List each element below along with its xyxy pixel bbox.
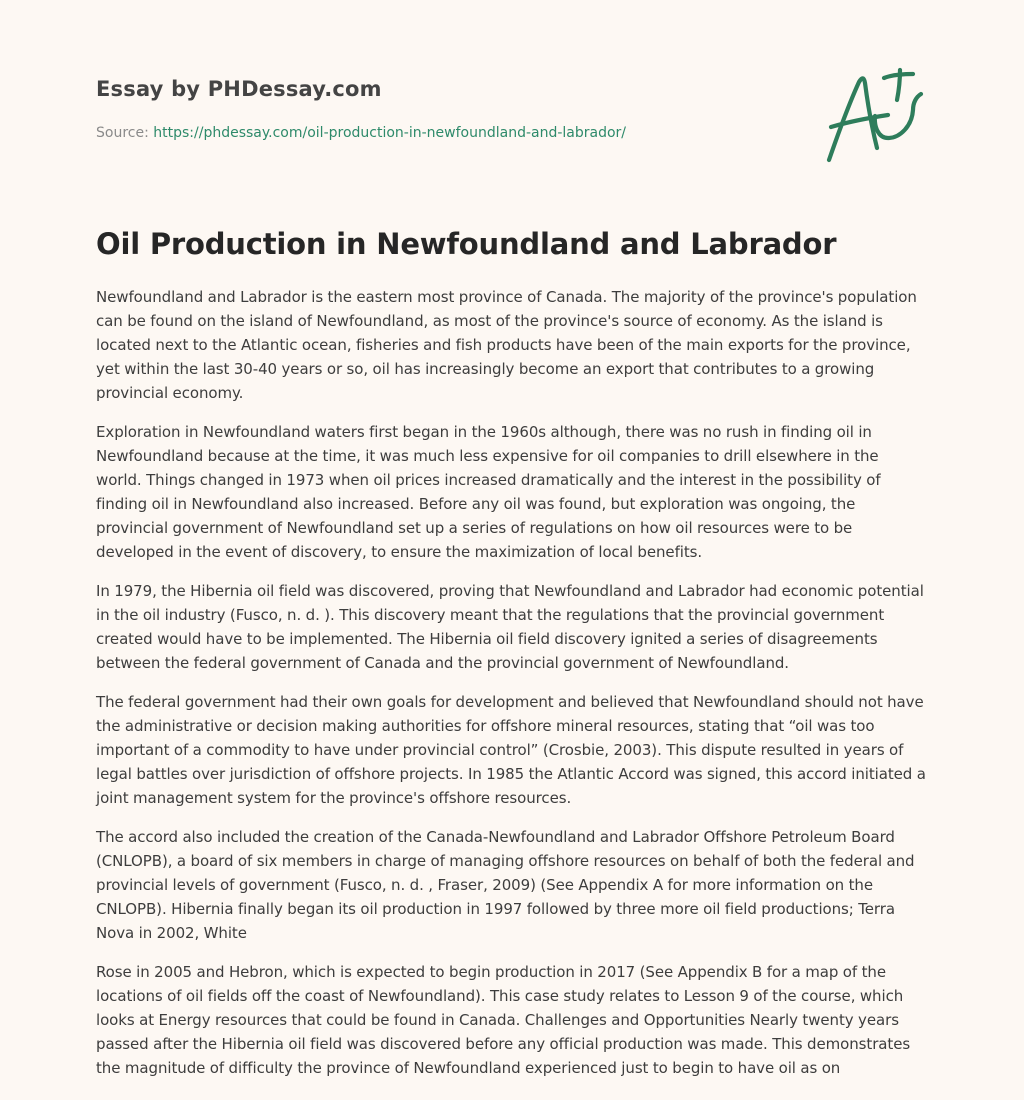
- essay-title: Oil Production in Newfoundland and Labrador: [96, 227, 837, 261]
- page-header: [96, 74, 796, 143]
- paragraph: The accord also included the creation of the Canada-Newfoundland and Labrador Offshore Petroleum Board (CNLOPB), a board of six members in charge of managing offshore resources on behalf of both the federal and provincial levels of government (Fusco, n. d. , Fraser, 2009) (See Appendix A for more information on the CNLOPB). Hibernia finally began its oil production in 1997 followed by three more oil field productions; Terra Nova in 2002, White: [96, 828, 915, 942]
- paragraph: In 1979, the Hibernia oil field was discovered, proving that Newfoundland and Labrador had economic potential in the oil industry (Fusco, n. d. ). This discovery meant that the regulations that the provincial government created would have to be implemented. The Hibernia oil field discovery ignited a series of disagreements between the federal government of Canada and the provincial government of Newfoundland.: [96, 582, 924, 672]
- paragraph: Rose in 2005 and Hebron, which is expected to begin production in 2017 (See Appendix B for a map of the locations of oil fields off the coast of Newfoundland). This case study relates to Lesson 9 of the course, which looks at Energy resources that could be found in Canada. Challenges and Opportunities Nearly twenty years passed after the Hibernia oil field was discovered before any official production was made. This demonstrates the magnitude of difficulty the province of Newfoundland experienced just to begin to have oil as on: [96, 963, 911, 1077]
- paragraph: Exploration in Newfoundland waters first began in the 1960s although, there was no rush in finding oil in Newfoundland because at the time, it was much less expensive for oil companies to drill elsewhere in the world. Things changed in 1973 when oil prices increased dramatically and the interest in the possibility of finding oil in Newfoundland also increased. Before any oil was found, but exploration was ongoing, the provincial government of Newfoundland set up a series of regulations on how oil resources were to be developed in the event of discovery, to ensure the maximization of local benefits.: [96, 423, 881, 561]
- paragraph: The federal government had their own goals for development and believed that Newfoundland should not have the administrative or decision making authorities for offshore mineral resources, stating that “oil was too important of a commodity to have under provincial control” (Crosbie, 2003). This dispute resulted in years of legal battles over jurisdiction of offshore projects. In 1985 the Atlantic Accord was signed, this accord initiated a joint management system for the province's offshore resources.: [96, 693, 926, 807]
- source-line: [96, 123, 796, 143]
- essay-body: [96, 285, 928, 1095]
- a-plus-grade-icon: [822, 66, 926, 166]
- source-label: Source:: [96, 125, 154, 141]
- paragraph: Newfoundland and Labrador is the eastern most province of Canada. The majority of the province's population can be found on the island of Newfoundland, as most of the province's source of economy. As the island is located next to the Atlantic ocean, fisheries and fish products have been of the main exports for the province, yet within the last 30-40 years or so, oil has increasingly become an export that contributes to a growing provincial economy.: [96, 288, 917, 402]
- site-brand: Essay by PHDessay.com: [96, 77, 382, 101]
- source-link[interactable]: https://phdessay.com/oil-production-in-newfoundland-and-labrador/: [153, 125, 627, 141]
